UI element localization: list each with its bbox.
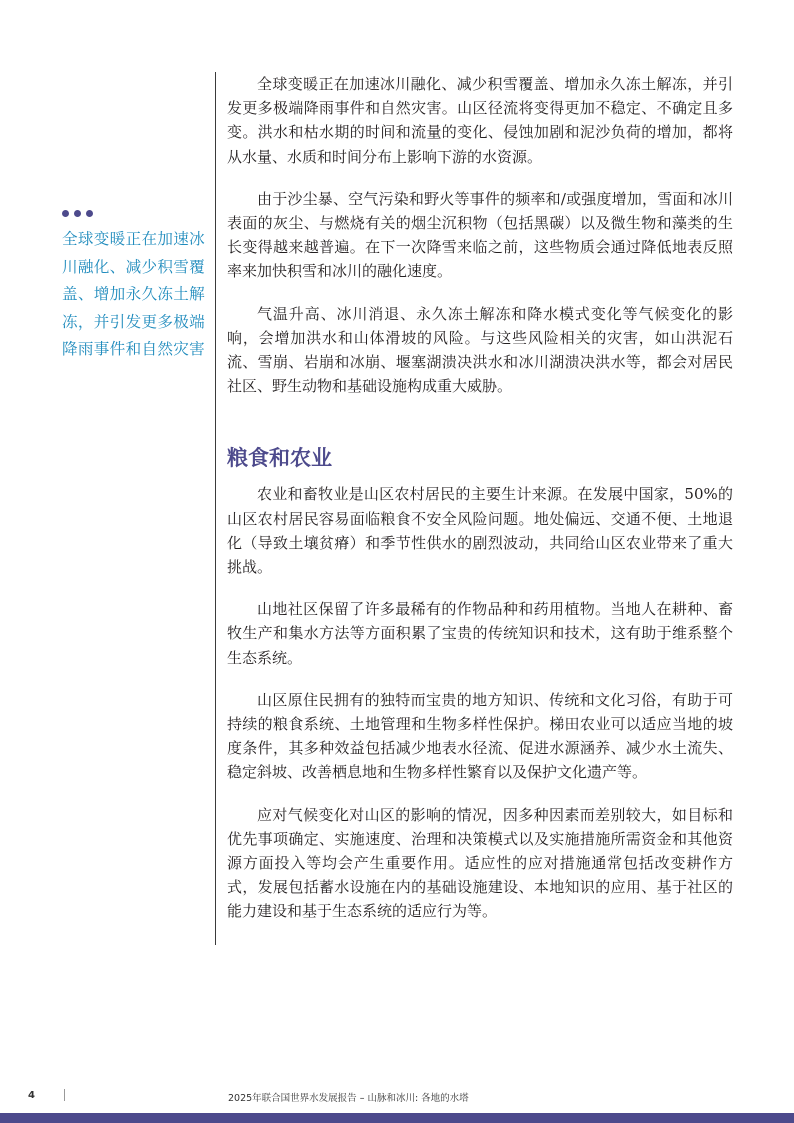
sidebar <box>62 210 208 364</box>
dot-icon <box>62 210 69 217</box>
section-heading: 粮食和农业 <box>227 446 332 471</box>
bottom-color-bar <box>0 1113 794 1123</box>
footer-separator <box>64 1089 65 1101</box>
decorative-dots <box>62 210 208 217</box>
column-divider <box>215 72 216 945</box>
body-paragraph: 山区原住民拥有的独特而宝贵的地方知识、传统和文化习俗，有助于可持续的粮食系统、土地管理和生物多样性保护。梯田农业可以适应当地的坡度条件，其多种效益包括减少地表水径流、促进水源涵养、减少水土流失、稳定斜坡、改善栖息地和生物多样性繁育以及保护文化遗产等。 <box>227 690 733 782</box>
report-title: 2025年联合国世界水发展报告 – 山脉和冰川: 各地的水塔 <box>228 1093 469 1104</box>
body-paragraph: 全球变暖正在加速冰川融化、减少积雪覆盖、增加永久冻土解冻，并引发更多极端降雨事件和自然灾害。山区径流将变得更加不稳定、不确定且多变。洪水和枯水期的时间和流量的变化、侵蚀加剧和泥沙负荷的增加，都将从水量、水质和时间分布上影响下游的水资源。 <box>227 75 733 166</box>
page-footer <box>0 1086 794 1106</box>
pull-quote: 全球变暖正在加速冰川融化、减少积雪覆盖、增加永久冻土解冻，并引发更多极端降雨事件和自然灾害 <box>62 230 206 359</box>
body-paragraph: 农业和畜牧业是山区农村居民的主要生计来源。在发展中国家，50%的山区农村居民容易面临粮食不安全风险问题。地处偏远、交通不便、土地退化（导致土壤贫瘠）和季节性供水的剧烈波动，共同给山区农业带来了重大挑战。 <box>227 485 733 577</box>
body-paragraph: 由于沙尘暴、空气污染和野火等事件的频率和/或强度增加，雪面和冰川表面的灰尘、与燃烧有关的烟尘沉积物（包括黑碳）以及微生物和藻类的生长变得越来越普遍。在下一次降雪来临之前，这些物质会通过降低地表反照率来加快积雪和冰川的融化速度。 <box>227 189 733 281</box>
dot-icon <box>86 210 93 217</box>
dot-icon <box>74 210 81 217</box>
body-paragraph: 应对气候变化对山区的影响的情况，因多种因素而差别较大，如目标和优先事项确定、实施速度、治理和决策模式以及实施措施所需资金和其他资源方面投入等均会产生重要作用。适应性的应对措施通常包括改变耕作方式，发展包括蓄水设施在内的基础设施建设、本地知识的应用、基于社区的能力建设和基于生态系统的适应行为等。 <box>227 805 733 921</box>
main-content <box>227 72 733 942</box>
body-paragraph: 山地社区保留了许多最稀有的作物品种和药用植物。当地人在耕种、畜牧生产和集水方法等方面积累了宝贵的传统知识和技术，这有助于维系整个生态系统。 <box>227 600 733 667</box>
body-paragraph: 气温升高、冰川消退、永久冻土解冻和降水模式变化等气候变化的影响，会增加洪水和山体滑坡的风险。与这些风险相关的灾害，如山洪泥石流、雪崩、岩崩和冰崩、堰塞湖溃决洪水和冰川湖溃决洪水等，都会对居民社区、野生动物和基础设施构成重大威胁。 <box>227 304 733 396</box>
page-number: 4 <box>28 1090 35 1101</box>
